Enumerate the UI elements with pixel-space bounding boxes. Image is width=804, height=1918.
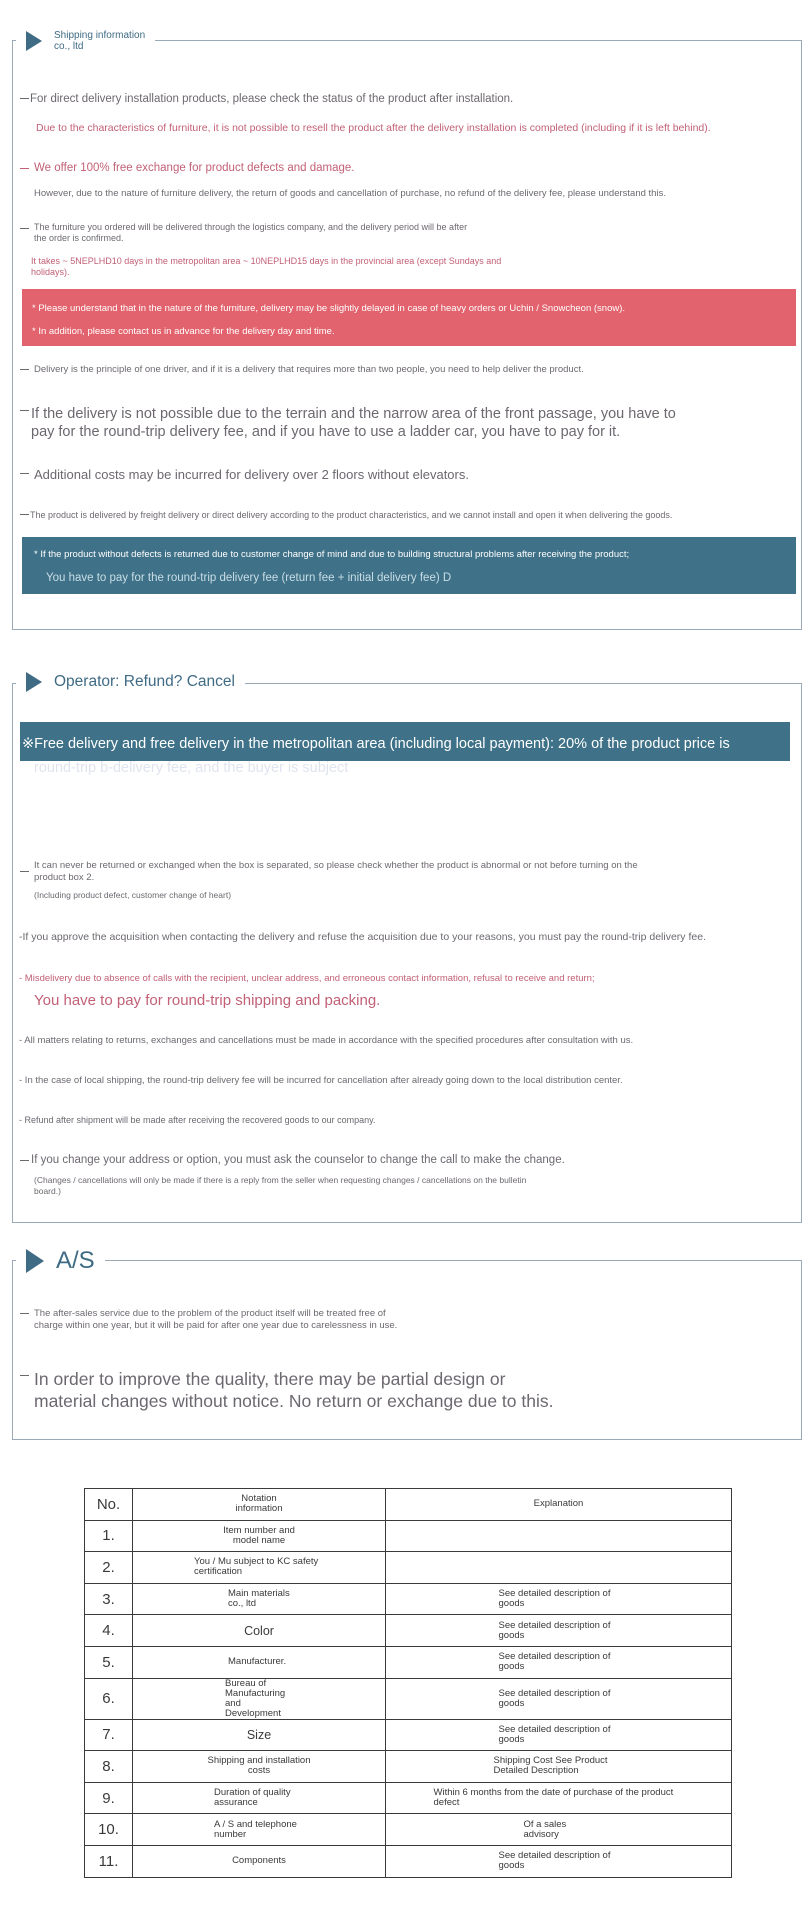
row-number: 4.: [85, 1615, 133, 1647]
dash-bullet: [20, 514, 29, 515]
triangle-bullet-icon: [26, 31, 42, 51]
refund-p1c: (Including product defect, customer change of heart): [34, 890, 232, 900]
shipping-p8a: If the delivery is not possible due to the terrain and the narrow area of the front passage, you have to: [31, 406, 676, 422]
notation-cell: You / Mu subject to KC safety certification: [133, 1552, 386, 1584]
dash-bullet: [20, 228, 29, 229]
triangle-bullet-icon: [26, 1249, 44, 1273]
row-number: 10.: [85, 1814, 133, 1846]
shipping-p3: We offer 100% free exchange for product defects and damage.: [34, 162, 355, 174]
shipping-p8b: pay for the round-trip delivery fee, and if you have to use a ladder car, you have to pay for it.: [31, 424, 621, 440]
shipping-p6a: It takes ~ 5NEPLHD10 days in the metropolitan area ~ 10NEPLHD15 days in the provincial area (except Sundays and: [31, 256, 502, 266]
refund-p9b: board.): [34, 1186, 61, 1196]
as-p2a: In order to improve the quality, there may be partial design or: [34, 1369, 506, 1389]
triangle-bullet-icon: [26, 672, 42, 692]
as-p1b: charge within one year, but it will be paid for after one year due to carelessness in use.: [34, 1320, 398, 1331]
refund-p7: - Refund after shipment will be made after receiving the recovered goods to our company.: [19, 1115, 376, 1125]
refund-title: Operator: Refund? Cancel: [54, 673, 235, 690]
explanation-cell: [386, 1520, 732, 1552]
shipping-p9: Additional costs may be incurred for delivery over 2 floors without elevators.: [34, 467, 469, 482]
row-number: 5.: [85, 1646, 133, 1678]
notation-cell: Manufacturer.: [133, 1646, 386, 1678]
as-p1a: The after-sales service due to the problem of the product itself will be treated free of: [34, 1308, 386, 1319]
refund-banner-line1: ※Free delivery and free delivery in the metropolitan area (including local payment): 20% of the product price is: [22, 736, 730, 752]
table-row: [85, 1583, 732, 1615]
explanation-cell: See detailed description of goods: [386, 1583, 732, 1615]
shipping-p4: However, due to the nature of furniture delivery, the return of goods and cancellation of purchase, no refund of the delivery fee, please understand this.: [34, 188, 666, 199]
notation-cell: Components: [133, 1845, 386, 1877]
dash-bullet: [20, 473, 29, 474]
free-delivery-banner: [20, 722, 790, 761]
header-notation: Notation information: [133, 1489, 386, 1521]
refund-p2: -If you approve the acquisition when contacting the delivery and refuse the acquisition due to your reasons, you must pay the round-trip delivery fee.: [19, 931, 706, 943]
shipping-header: [16, 30, 155, 52]
dash-bullet: [20, 1375, 29, 1376]
as-title: A/S: [56, 1247, 95, 1274]
as-section: [12, 1260, 802, 1440]
shipping-title: Shipping information: [54, 30, 146, 41]
table-row: [85, 1719, 732, 1751]
table-row: [85, 1782, 732, 1814]
row-number: 6.: [85, 1678, 133, 1719]
refund-p1a: It can never be returned or exchanged when the box is separated, so please check whether the product is abnormal or not before turning on the: [34, 860, 638, 871]
row-number: 9.: [85, 1782, 133, 1814]
dash-bullet: [20, 1313, 29, 1314]
dash-bullet: [20, 168, 29, 169]
banner1-line2: * In addition, please contact us in advance for the delivery day and time.: [32, 326, 335, 337]
as-p2b: material changes without notice. No return or exchange due to this.: [34, 1391, 554, 1411]
notation-cell: Main materials co., ltd: [133, 1583, 386, 1615]
table-row: [85, 1552, 732, 1584]
explanation-cell: See detailed description of goods: [386, 1678, 732, 1719]
notation-cell: Bureau of Manufacturing and Development: [133, 1678, 386, 1719]
notation-cell: Color: [133, 1615, 386, 1647]
explanation-cell: See detailed description of goods: [386, 1845, 732, 1877]
explanation-cell: Shipping Cost See Product Detailed Description: [386, 1751, 732, 1783]
row-number: 11.: [85, 1845, 133, 1877]
dash-bullet: [20, 369, 29, 370]
shipping-subtitle: co., ltd: [54, 41, 84, 52]
banner2-line1: * If the product without defects is returned due to customer change of mind and due to building structural problems after receiving the product;: [34, 549, 630, 560]
header-no: No.: [85, 1489, 133, 1521]
notation-cell: A / S and telephone number: [133, 1814, 386, 1846]
notation-cell: Duration of quality assurance: [133, 1782, 386, 1814]
shipping-p6b: holidays).: [31, 267, 70, 277]
shipping-p7: Delivery is the principle of one driver, and if it is a delivery that requires more than two people, you need to help deliver the product.: [34, 364, 584, 375]
header-explanation: Explanation: [386, 1489, 732, 1521]
explanation-cell: Of a sales advisory: [386, 1814, 732, 1846]
notation-cell: Item number and model name: [133, 1520, 386, 1552]
table-row: [85, 1520, 732, 1552]
refund-p3: - Misdelivery due to absence of calls with the recipient, unclear address, and erroneous contact information, refusal to receive and return;: [19, 973, 595, 984]
return-fee-banner: [22, 537, 796, 594]
as-header: [16, 1247, 105, 1275]
dash-bullet: [20, 410, 29, 411]
row-number: 3.: [85, 1583, 133, 1615]
banner1-line1: * Please understand that in the nature of the furniture, delivery may be slightly delayed in case of heavy orders or Uchin / Snowcheon (snow).: [32, 303, 626, 314]
dash-bullet: [20, 871, 29, 872]
shipping-p5b: the order is confirmed.: [34, 233, 124, 243]
table-row: [85, 1615, 732, 1647]
notation-cell: Size: [133, 1719, 386, 1751]
refund-p1b: product box 2.: [34, 872, 95, 883]
refund-header: [16, 672, 245, 692]
dash-bullet: [20, 98, 29, 99]
explanation-cell: Within 6 months from the date of purchase of the product defect: [386, 1782, 732, 1814]
table-header-row: [85, 1489, 732, 1521]
row-number: 2.: [85, 1552, 133, 1584]
refund-p8: If you change your address or option, you must ask the counselor to change the call to make the change.: [31, 1154, 565, 1166]
refund-p4: You have to pay for round-trip shipping and packing.: [34, 992, 381, 1009]
table-row: [85, 1678, 732, 1719]
dash-bullet: [20, 1160, 29, 1161]
shipping-p1: For direct delivery installation products, please check the status of the product after installation.: [30, 93, 514, 105]
refund-p5: - All matters relating to returns, exchanges and cancellations must be made in accordance with the specified procedures after consultation with us.: [19, 1035, 634, 1046]
refund-p6: - In the case of local shipping, the round-trip delivery fee will be incurred for cancellation after already going down to the local distribution center.: [19, 1075, 623, 1086]
explanation-cell: [386, 1552, 732, 1584]
refund-banner-line2: round-trip b-delivery fee, and the buyer is subject: [34, 760, 349, 776]
shipping-p10: The product is delivered by freight delivery or direct delivery according to the product characteristics, and we cannot install and open it when delivering the goods.: [30, 510, 673, 520]
explanation-cell: See detailed description of goods: [386, 1646, 732, 1678]
shipping-p2: Due to the characteristics of furniture, it is not possible to resell the product after the delivery installation is completed (including if it is left behind).: [36, 122, 711, 134]
refund-p9a: (Changes / cancellations will only be made if there is a reply from the seller when requesting changes / cancellations on the bulletin: [34, 1175, 527, 1185]
product-info-table: [84, 1488, 732, 1878]
table-row: [85, 1646, 732, 1678]
explanation-cell: See detailed description of goods: [386, 1615, 732, 1647]
shipping-p5a: The furniture you ordered will be delivered through the logistics company, and the delivery period will be after: [34, 222, 468, 232]
table-row: [85, 1845, 732, 1877]
delivery-delay-banner: [22, 289, 796, 346]
row-number: 8.: [85, 1751, 133, 1783]
notation-cell: Shipping and installation costs: [133, 1751, 386, 1783]
table-row: [85, 1751, 732, 1783]
row-number: 7.: [85, 1719, 133, 1751]
explanation-cell: See detailed description of goods: [386, 1719, 732, 1751]
table-row: [85, 1814, 732, 1846]
banner2-line2: You have to pay for the round-trip delivery fee (return fee + initial delivery fee) D: [46, 572, 452, 584]
row-number: 1.: [85, 1520, 133, 1552]
